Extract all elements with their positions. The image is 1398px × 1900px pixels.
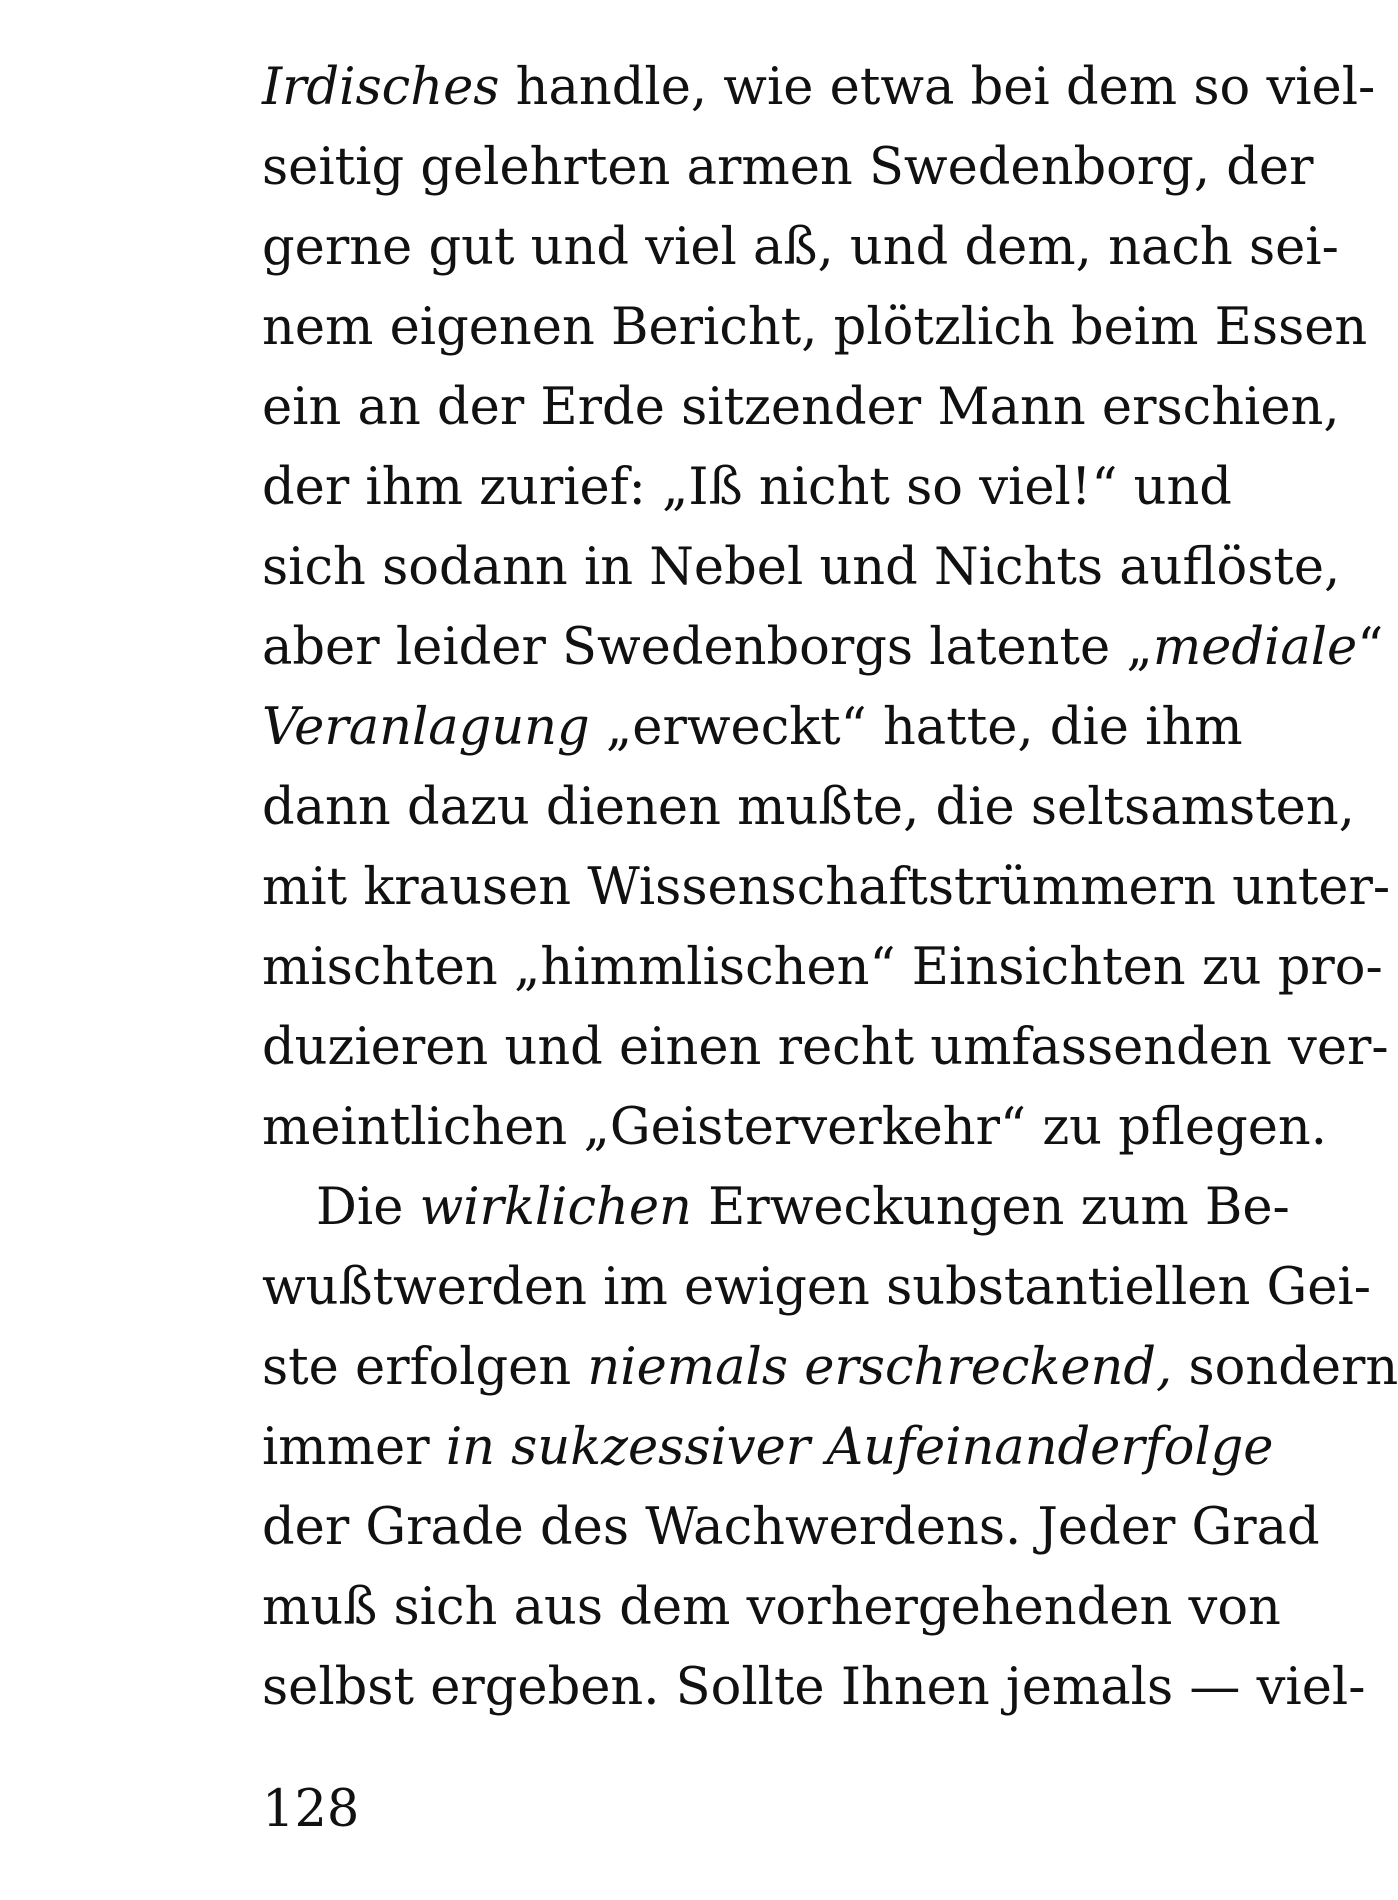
- text-segment: dann dazu dienen mußte, die seltsamsten,: [262, 778, 1355, 837]
- text-line: [262, 288, 1368, 368]
- text-line: [262, 928, 1383, 1008]
- page-number: 128: [262, 1780, 360, 1839]
- text-segment: sondern: [1172, 1338, 1398, 1397]
- text-line: [262, 1568, 1281, 1648]
- text-line: [262, 1088, 1327, 1168]
- text-segment: aber leider Swedenborgs latente „: [262, 618, 1153, 677]
- italic-phrase: niemals erschreckend,: [587, 1338, 1173, 1397]
- text-line: [262, 1328, 1398, 1408]
- text-segment: selbst ergeben. Sollte Ihnen jemals — viel-: [262, 1658, 1366, 1717]
- text-segment: Die: [316, 1178, 420, 1237]
- text-line: [262, 1648, 1366, 1728]
- text-segment: der ihm zurief: „Iß nicht so viel!“ und: [262, 458, 1232, 517]
- text-segment: Erweckungen zum Be-: [691, 1178, 1290, 1237]
- text-segment: immer: [262, 1418, 446, 1477]
- text-segment: “: [1357, 618, 1384, 677]
- text-segment: wußtwerden im ewigen substantiellen Gei-: [262, 1258, 1371, 1317]
- text-line: [262, 768, 1355, 848]
- text-line: [262, 848, 1391, 928]
- text-line: [262, 128, 1314, 208]
- text-segment: gerne gut und viel aß, und dem, nach sei-: [262, 218, 1339, 277]
- text-segment: meintlichen „Geisterverkehr“ zu pflegen.: [262, 1098, 1327, 1157]
- text-segment: mischten „himmlischen“ Einsichten zu pro-: [262, 938, 1383, 997]
- text-segment: handle, wie etwa bei dem so viel-: [499, 58, 1376, 117]
- text-line: [262, 1408, 1274, 1488]
- text-segment: ste erfolgen: [262, 1338, 588, 1397]
- italic-phrase: mediale: [1152, 618, 1358, 677]
- text-segment: sich sodann in Nebel und Nichts auflöste,: [262, 538, 1341, 597]
- text-line: [262, 448, 1232, 528]
- text-segment: nem eigenen Bericht, plötzlich beim Essen: [262, 298, 1368, 357]
- text-segment: „erweckt“ hatte, die ihm: [589, 698, 1243, 757]
- text-segment: seitig gelehrten armen Swedenborg, der: [262, 138, 1314, 197]
- text-line: [262, 1008, 1389, 1088]
- text-segment: der Grade des Wachwerdens. Jeder Grad: [262, 1498, 1320, 1557]
- italic-phrase: in sukzessiver Aufeinanderfolge: [445, 1418, 1274, 1477]
- text-segment: muß sich aus dem vorhergehenden von: [262, 1578, 1281, 1637]
- body-text: [262, 48, 1398, 1728]
- text-segment: ein an der Erde sitzender Mann erschien,: [262, 378, 1340, 437]
- italic-phrase: wirklichen: [419, 1178, 692, 1237]
- text-line: [262, 688, 1243, 768]
- italic-phrase: Irdisches: [262, 58, 500, 117]
- text-line: [262, 608, 1384, 688]
- text-line: [262, 1488, 1320, 1568]
- text-line: [262, 528, 1341, 608]
- text-line: [262, 1248, 1371, 1328]
- text-line: [262, 48, 1376, 128]
- text-line: [262, 368, 1340, 448]
- text-line: [262, 1168, 1290, 1248]
- text-segment: mit krausen Wissenschaftstrümmern unter-: [262, 858, 1391, 917]
- text-segment: duzieren und einen recht umfassenden ver-: [262, 1018, 1389, 1077]
- italic-phrase: Veranlagung: [262, 698, 590, 757]
- text-line: [262, 208, 1339, 288]
